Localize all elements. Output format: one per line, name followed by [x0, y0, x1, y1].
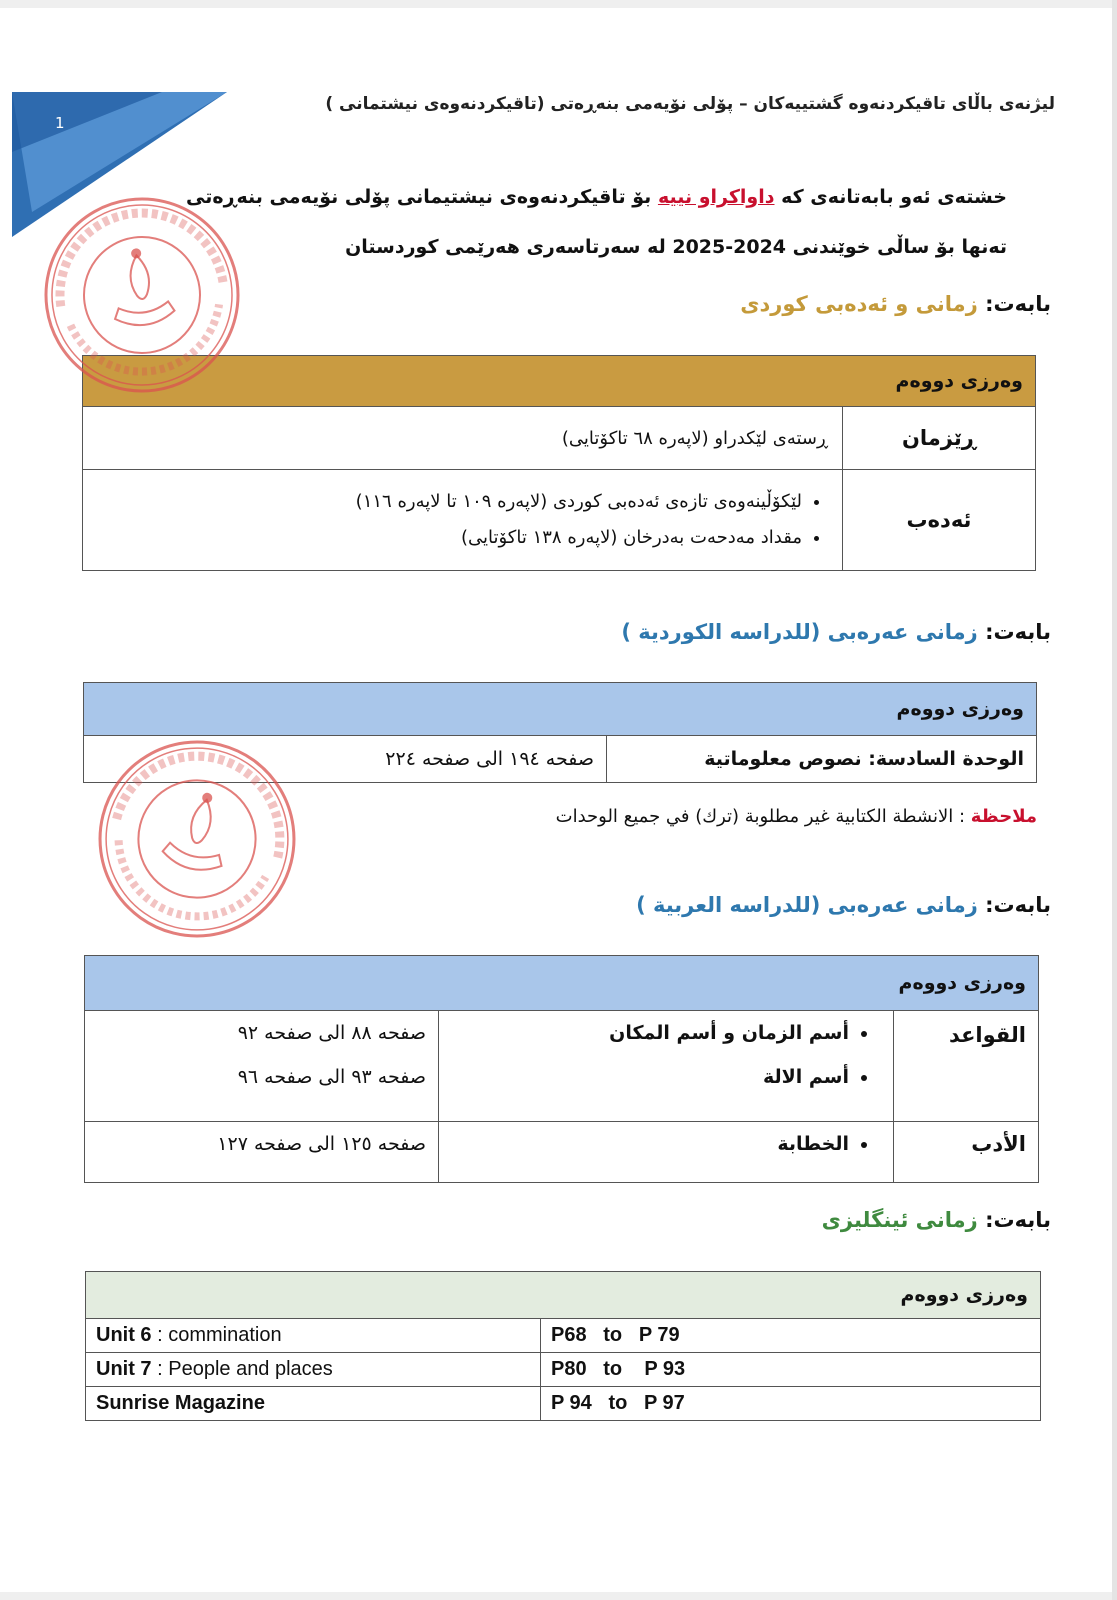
- list-item: • لێکۆڵینەوەی تازەی ئەدەبی کوردی (لاپەرە ١٠٩ تا لاپەرە ١١٦): [97, 487, 802, 517]
- subject-prefix: بابەت:: [985, 292, 1051, 316]
- intro-line-1: [186, 186, 1007, 208]
- page-from: P80: [551, 1358, 587, 1380]
- subject-prefix: بابەت:: [985, 893, 1051, 917]
- list-item: • أسم الزمان و أسم المكان: [451, 1011, 849, 1055]
- row-value: [83, 470, 843, 571]
- row-label: ڕێزمان: [843, 407, 1036, 470]
- unit-cell: [86, 1319, 541, 1353]
- page-range: صفحه ١٢٥ الى صفحه ١٢٧: [217, 1133, 426, 1155]
- note-label: ملاحظة: [970, 806, 1037, 827]
- intro-text: بۆ تاقیکردنەوەی نیشتیمانی پۆلی نۆیەمی بنەڕەتی: [186, 186, 652, 208]
- row-value: صفحه ١٩٤ الى صفحه ٢٢٤: [84, 736, 607, 783]
- page-end: P 79: [638, 1324, 680, 1346]
- note: [556, 806, 1037, 827]
- page-from: P68: [551, 1324, 587, 1346]
- subject-name: زمانی عەرەبی (للدراسه العربية ): [636, 893, 978, 917]
- page-cell: [541, 1353, 1041, 1387]
- unit-cell: [86, 1387, 541, 1421]
- list-item: • أسم الالة: [451, 1055, 849, 1099]
- note-text: : الانشطة الكتابية غير مطلوبة (ترك) في جميع الوحدات: [555, 806, 966, 827]
- row-label: ئەدەب: [843, 470, 1036, 571]
- english-table: [85, 1271, 1041, 1421]
- page-to-word: to: [603, 1324, 623, 1346]
- page-range: صفحه ٩٣ الى صفحه ٩٦: [237, 1066, 426, 1088]
- page-number: 1: [55, 114, 65, 132]
- subject-heading-arabic-arabic: [636, 893, 1051, 917]
- list-item: • الخطابة: [451, 1122, 849, 1166]
- intro-line-2: تەنها بۆ ساڵی خوێندنی 2024-2025 لە سەرتاسەری هەرێمی کوردستان: [345, 236, 1007, 258]
- kurdish-table: [82, 355, 1036, 571]
- row-label: الأدب: [894, 1122, 1039, 1183]
- highlight-text: داواکراو نییە: [657, 186, 775, 208]
- subject-prefix: بابەت:: [985, 1208, 1051, 1232]
- semester-header: وەرزی دووەم: [84, 683, 1037, 736]
- page-end: P 97: [644, 1392, 685, 1414]
- semester-header: وەرزی دووەم: [83, 356, 1036, 407]
- document-header: لیژنەی باڵای تاقیکردنەوە گشتییەکان – پۆلی نۆیەمی بنەڕەتی (تاقیکردنەوەی نیشتمانی ): [325, 94, 1055, 114]
- row-pages: [85, 1122, 439, 1183]
- row-items: [439, 1011, 894, 1122]
- row-label: القواعد: [894, 1011, 1039, 1122]
- official-stamp: [29, 182, 255, 408]
- row-items: [439, 1122, 894, 1183]
- subject-prefix: بابەت:: [985, 620, 1051, 644]
- unit-cell: [86, 1353, 541, 1387]
- page-end: P 93: [644, 1358, 686, 1380]
- unit-name: Unit 7: [96, 1358, 152, 1380]
- page-to-word: to: [608, 1392, 628, 1414]
- subject-heading-arabic-kurdish: [621, 620, 1051, 644]
- page-to-word: to: [603, 1358, 623, 1380]
- intro-text: خشتەی ئەو بابەتانەی کە: [781, 186, 1007, 208]
- subject-name: زمانی و ئەدەبی کوردی: [740, 292, 978, 316]
- subject-name: زمانی عەرەبی (للدراسه الكوردية ): [621, 620, 978, 644]
- list-item: • مقداد مەدحەت بەدرخان (لاپەرە ١٣٨ تاکۆتایی): [97, 523, 802, 553]
- unit-title: : commination: [151, 1324, 282, 1346]
- semester-header: وەرزی دووەم: [86, 1272, 1041, 1319]
- subject-name: زمانی ئینگلیزی: [821, 1208, 978, 1232]
- page-from: P 94: [551, 1392, 592, 1414]
- subject-heading-english: [822, 1208, 1051, 1232]
- unit-title: : People and places: [151, 1358, 333, 1380]
- semester-header: وەرزی دووەم: [85, 956, 1039, 1011]
- page-cell: [541, 1387, 1041, 1421]
- unit-name: Unit 6: [96, 1324, 152, 1346]
- subject-heading-kurdish: [740, 292, 1051, 316]
- unit-name: Sunrise Magazine: [96, 1392, 265, 1414]
- page-cell: [541, 1319, 1041, 1353]
- page-edge: [1112, 0, 1117, 1600]
- page-range: صفحه ٨٨ الى صفحه ٩٢: [237, 1022, 426, 1044]
- row-value: ڕستەی لێکدراو (لاپەرە ٦٨ تاکۆتایی): [83, 407, 843, 470]
- arabic-arabic-table: [84, 955, 1039, 1183]
- row-label: الوحدة السادسة: نصوص معلوماتية: [607, 736, 1037, 783]
- row-pages: [85, 1011, 439, 1122]
